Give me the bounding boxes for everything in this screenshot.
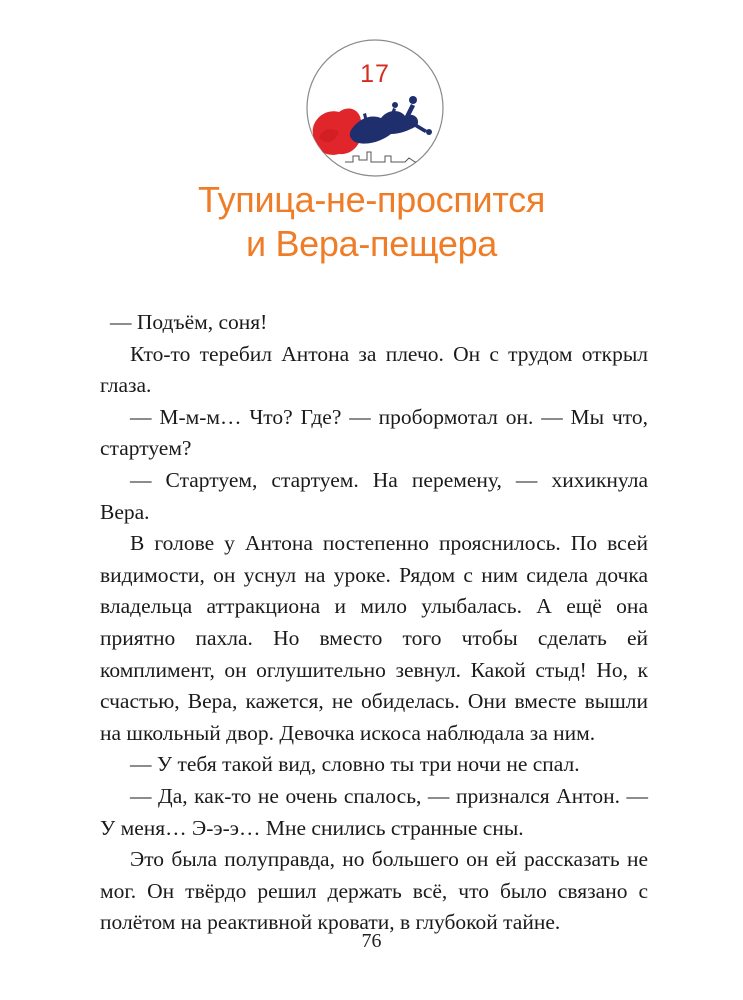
chapter-body [100,307,648,939]
paragraph: Кто-то теребил Антона за плечо. Он с трудом открыл глаза. [100,341,648,398]
paragraph: — У тебя такой вид, словно ты три ночи не спал. [130,752,580,777]
paragraph: — Да, как-то не очень спалось, — признался Антон. — У меня… Э-э-э… Мне снились странные сны. [100,783,648,840]
paragraph: — М-м-м… Что? Где? — пробормотал он. — Мы что, стартуем? [100,404,648,461]
chapter-number: 17 [360,60,390,88]
chapter-illustration [305,38,445,178]
page-number: 76 [361,930,382,952]
chapter-emblem [305,38,445,178]
paragraph: Это была полуправда, но большего он ей рассказать не мог. Он твёрдо решил держать всё, что было связано с полётом на реактивной кровати, в глубокой тайне. [100,847,648,935]
chapter-title-line-1: Тупица-не-проспится [197,179,546,220]
chapter-title-line-2: и Вера-пещера [245,223,498,264]
chapter-title [0,178,743,266]
paragraph: — Подъём, соня! [110,310,268,334]
paragraph: — Стартуем, стартуем. На перемену, — хихикнула Вера. [100,467,648,524]
paragraph: В голове у Антона постепенно прояснилось. По всей видимости, он уснул на уроке. Рядом с ним сидела дочка владельца аттракциона и мило улыбалась. А ещё она приятно пахла. Но вместо того чтобы сделать ей комплимент, он оглушительно зевнул. Какой стыд! Но, к счастью, Вера, кажется, не обиделась. Они вместе вышли на школьный двор. Девочка искоса наблюдала за ним. [100,531,648,745]
